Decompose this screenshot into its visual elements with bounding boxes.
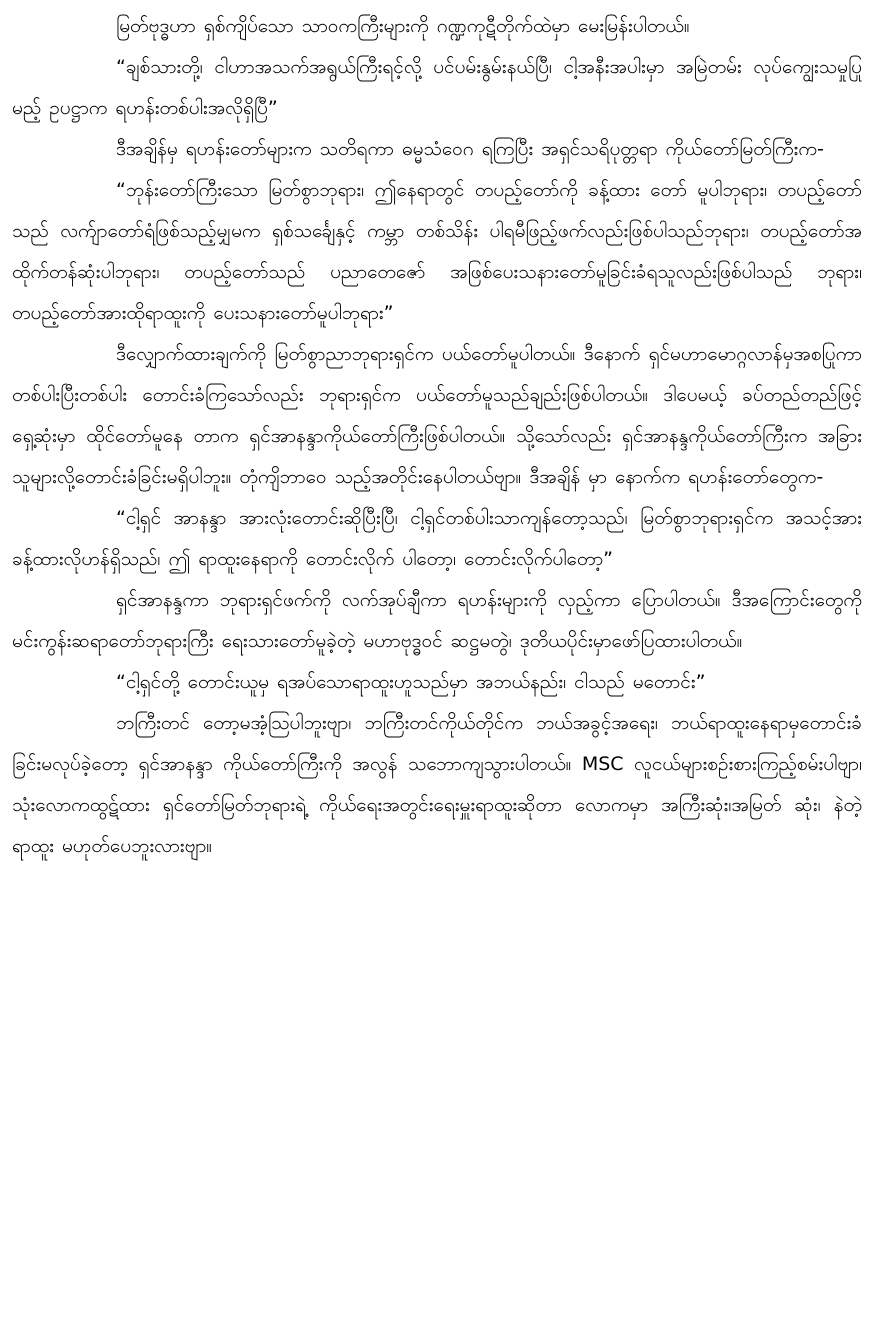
paragraph: မြတ်ဗုဒ္ဓဟာ ရှစ်ကျိပ်သော သာဝကကြီးများကို ဂဏ္ဍကုဋီတိုက်ထဲမှာ မေးမြန်းပါတယ်။ [116, 15, 690, 37]
paragraph: “ဘုန်းတော်ကြီးသော မြတ်စွာဘုရား၊ ဤနေရာတွင် တပည့်တော်ကို ခန့်ထား တော် မူပါဘုရား၊ တပည့်တော်သည် လက်ျာတော်ရံဖြစ်သည့်မျှမက ရှစ်သင်္ချေနှင့် ကမ္ဘာ တစ်သိန်း ပါရမီဖြည့်ဖက်လည်းဖြစ်ပါသည်ဘုရား၊ တပည့်တော်အထိုက်တန်ဆုံးပါဘုရား၊ တပည့်တော်သည် ပညာတေဇော် အဖြစ်ပေးသနားတော်မူခြင်းခံရသူလည်းဖြစ်ပါသည် ဘုရား၊ တပည့်တော်အားထိုရာထူးကို ပေးသနားတော်မူပါဘုရား” [12, 179, 862, 324]
paragraph: ဒီအချိန်မှ ရဟန်းတော်များက သတိရကာ ဓမ္မသံဝေဂ ရကြပြီး အရှင်သရိပုတ္တရာ ကိုယ်တော်မြတ်ကြီးက- [116, 138, 824, 160]
paragraph: “ငါ့ရှင်တို့ တောင်းယူမှ ရအပ်သောရာထူးဟူသည်မှာ အဘယ်နည်း၊ ငါသည် မတောင်း” [116, 671, 706, 693]
paragraph: “ချစ်သားတို့၊ ငါဟာအသက်အရွယ်ကြီးရင့်လို့ ပင်ပမ်းနွမ်းနယ်ပြီ၊ ငါ့အနီးအပါးမှာ အမြဲတမ်း လုပ်ကျွေးသမှုပြုမည့် ဥပဋ္ဌာက ရဟန်းတစ်ပါးအလိုရှိပြီ” [12, 56, 862, 119]
paragraph: ရှင်အာနန္ဒကာ ဘုရားရှင်ဖက်ကို လက်အုပ်ချီကာ ရဟန်းများကို လှည့်ကာ ပြောပါတယ်။ ဒီအကြောင်းတွေကို မင်းကွန်းဆရာတော်ဘုရားကြီး ရေးသားတော်မူခဲ့တဲ့ မဟာဗုဒ္ဓဝင် ဆဋ္ဌမတွဲ၊ ဒုတိယပိုင်းမှာဖော်ပြထားပါတယ်။ [12, 589, 862, 652]
paragraph: ဒီလျှောက်ထားချက်ကို မြတ်စွာညာဘုရားရှင်က ပယ်တော်မူပါတယ်။ ဒီနောက် ရှင်မဟာမောဂ္ဂလာန်မှအစပြုကာ တစ်ပါးပြီးတစ်ပါး တောင်းခံကြသော်လည်း ဘုရားရှင်က ပယ်တော်မူသည်ချည်းဖြစ်ပါတယ်။ ဒါပေမယ့် ခပ်တည်တည်ဖြင့်ရှေ့ဆုံးမှာ ထိုင်တော်မူနေ တာက ရှင်အာနန္ဒာကိုယ်တော်ကြီးဖြစ်ပါတယ်။ သို့သော်လည်း ရှင်အာနန္ဒကိုယ်တော်ကြီးက အခြားသူများလို့တောင်းခံခြင်းမရှိပါဘူး။ တုံကျိဘာဝေ သည့်အတိုင်းနေပါတယ်ဗျာ။ ဒီအချိန် မှာ နောက်က ရဟန်းတော်တွေက- [12, 343, 862, 488]
paragraph: “ငါ့ရှင် အာနန္ဒာ အားလုံးတောင်းဆိုပြီးပြီ၊ ငါ့ရှင်တစ်ပါးသာကျန်တော့သည်၊ မြတ်စွာဘုရားရှင်က အသင့်အားခန့်ထားလိုဟန်ရှိသည်၊ ဤ ရာထူးနေရာကို တောင်းလိုက် ပါတော့၊ တောင်းလိုက်ပါတော့” [12, 507, 862, 570]
paragraph: ဘကြီးတင် တော့မအံ့သြပါဘူးဗျာ၊ ဘကြီးတင်ကိုယ်တိုင်က ဘယ်အခွင့်အရေး၊ ဘယ်ရာထူးနေရာမှတောင်းခံခြင်းမလုပ်ခဲ့တော့ ရှင်အာနန္ဒာ ကိုယ်တော်ကြီးကို အလွန် သဘောကျသွားပါတယ်။ MSC လူငယ်များစဉ်းစားကြည့်စမ်းပါဗျာ၊ သုံးလောကထွဋ်ထား ရှင်တော်မြတ်ဘုရားရဲ့ ကိုယ်ရေးအတွင်းရေးမှူးရာထူးဆိုတာ လောကမှာ အကြီးဆုံး၊အမြတ် ဆုံး၊ နဲတဲ့ရာထူး မဟုတ်ပေဘူးလားဗျာ။ [12, 712, 862, 857]
